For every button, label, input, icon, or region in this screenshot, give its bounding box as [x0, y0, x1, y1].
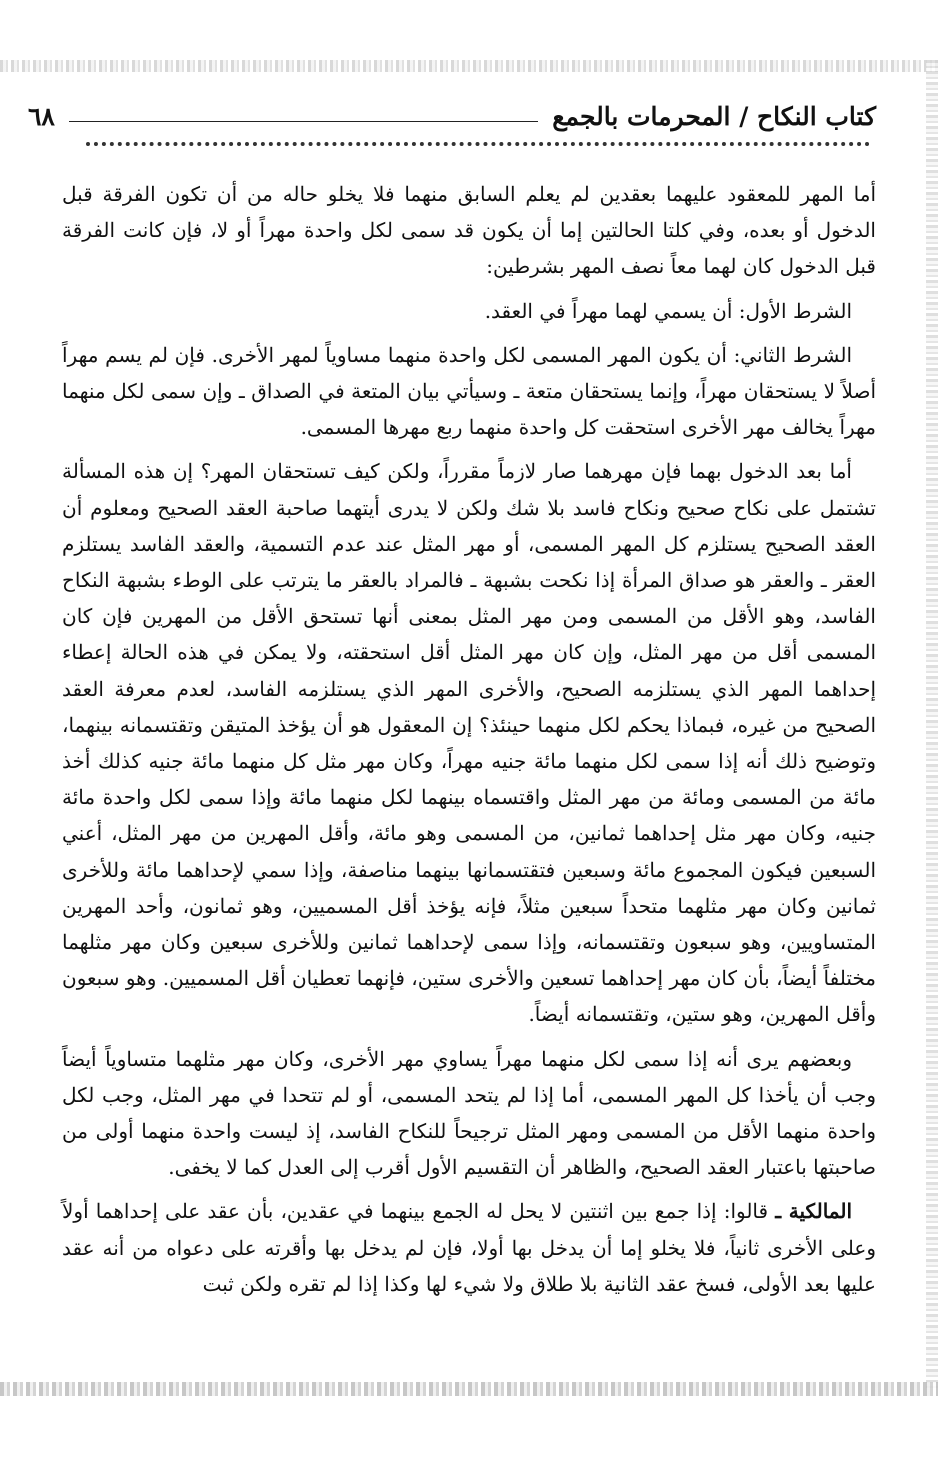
paragraph-4: أما بعد الدخول بهما فإن مهرهما صار لازماً مقرراً، ولكن كيف تستحقان المهر؟ إن هذه المسألة تشتمل على نكاح صحيح ونكاح فاسد بلا شك ولكن لا يدرى أيتهما صاحبة العقد الصحيح ومعلوم أن العقد الصحيح يستلزم كل المهر المسمى، أو مهر المثل عند عدم التسمية، والعقد الفاسد يستلزم العقر ـ والعقر هو صداق المرأة إذا نكحت بشبهة ـ فالمراد بالعقر ما يترتب على الوطء بشبهة النكاح الفاسد، وهو الأقل من المسمى ومن مهر المثل بمعنى أنها تستحق الأقل من المهرين فإن كان المسمى أقل من مهر المثل، وإن كان مهر المثل أقل استحقته، ولا يمكن في هذه الحالة إعطاء إحداهما المهر الذي يستلزمه الصحيح، والأخرى المهر الذي يستلزمه الفاسد، لعدم معرفة العقد الصحيح من غيره، فبماذا يحكم لكل منهما حينئذ؟ إن المعقول هو أن يؤخذ المتيقن وتقتسمانه بينهما، وتوضيح ذلك أنه إذا سمى لكل منهما مائة جنيه مهراً، وكان مهر مثل كل منهما مائة جنيه كذلك أخذ مائة من المسمى ومائة من مهر المثل واقتسماه بينهما لكل منهما مائة وإذا سمى لكل واحدة مائة جنيه، وكان مهر مثل إحداهما ثمانين، من المسمى وهو مائة، وأقل المهرين من مهر المثل، أعني السبعين فيكون المجموع مائة وسبعين فتقتسمانها بينهما مناصفة، وإذا سمي لإحداهما مائة وللأخرى ثمانين وكان مهر مثلهما متحداً سبعين مثلاً، فإنه يؤخذ أقل المسميين، وهو ثمانون، وأحد المهرين المتساويين، وهو سبعون وتقتسمانه، وإذا سمى لإحداهما ثمانين وللأخرى سبعين وكان مهر مثلهما مختلفاً أيضاً، بأن كان مهر إحداهما تسعين والأخرى ستين، فإنهما تعطيان أقل المسميين. وهو سبعون وأقل المهرين، وهو ستين، وتقتسمانه أيضاً.: [62, 459, 877, 1027]
dotted-separator: [86, 142, 870, 152]
decorative-border-right: [926, 60, 938, 1390]
paragraph-2: الشرط الأول: أن يسمي لهما مهراً في العقد.: [484, 298, 852, 323]
decorative-border-top: [0, 60, 938, 72]
page-number: ٦٨: [28, 101, 55, 131]
maliki-text: قالوا: إذا جمع بين اثنتين لا يحل له الجمع بينهما في عقدين، بأن عقد على إحداهما أولاً وعلى الأخرى ثانياً، فلا يخلو إما أن يدخل بها أولا، فإن لم يدخل بها وأقرته على دعواه من أنه عقد عليها بعد الأولى، فسخ عقد الثانية بلا طلاق ولا شيء لها وكذا إذا لم تقره ولكن ثبت: [62, 1199, 876, 1296]
paragraph-maliki: [62, 1193, 876, 1302]
header-rule: [69, 121, 538, 122]
paragraph-5: وبعضهم يرى أنه إذا سمى لكل منهما مهراً يساوي مهر الأخرى، وكان مهر مثلهما متساوياً أيضاً وجب أن يأخذا كل المهر المسمى، أما إذا لم يتحد المسمى، أو لم تتحدا في مهر المثل، وجب لكل واحدة منهما الأقل من المسمى ومهر المثل ترجيحاً للنكاح الفاسد، إذ ليست واحدة منهما أولى من صاحبتها باعتبار العقد الصحيح، والظاهر أن التقسيم الأول أقرب إلى العدل كما لا يخفى.: [62, 1046, 876, 1180]
page-header: [28, 98, 876, 134]
paragraph-1: أما المهر للمعقود عليهما بعقدين لم يعلم السابق منهما فلا يخلو حاله من أن تكون الفرقة قبل الدخول أو بعده، وفي كلتا الحالتين إما أن يكون قد سمى لكل واحدة مهراً أو لا، فإن كانت الفرقة قبل الدخول كان لهما معاً نصف المهر بشرطين:: [62, 182, 876, 279]
decorative-border-bottom: [0, 1382, 938, 1396]
maliki-label: المالكية ـ: [775, 1199, 852, 1224]
body-text: [62, 176, 876, 1310]
running-title: كتاب النكاح / المحرمات بالجمع: [552, 101, 876, 131]
paragraph-3: الشرط الثاني: أن يكون المهر المسمى لكل واحدة منهما مساوياً لمهر الأخرى. فإن لم يسم مهراً أصلاً لا يستحقان مهراً، وإنما يستحقان متعة ـ وسيأتي بيان المتعة في الصداق ـ وإن سمى لكل منهما مهراً يخالف مهر الأخرى استحقت كل واحدة منهما ربع مهرها المسمى.: [62, 342, 877, 440]
